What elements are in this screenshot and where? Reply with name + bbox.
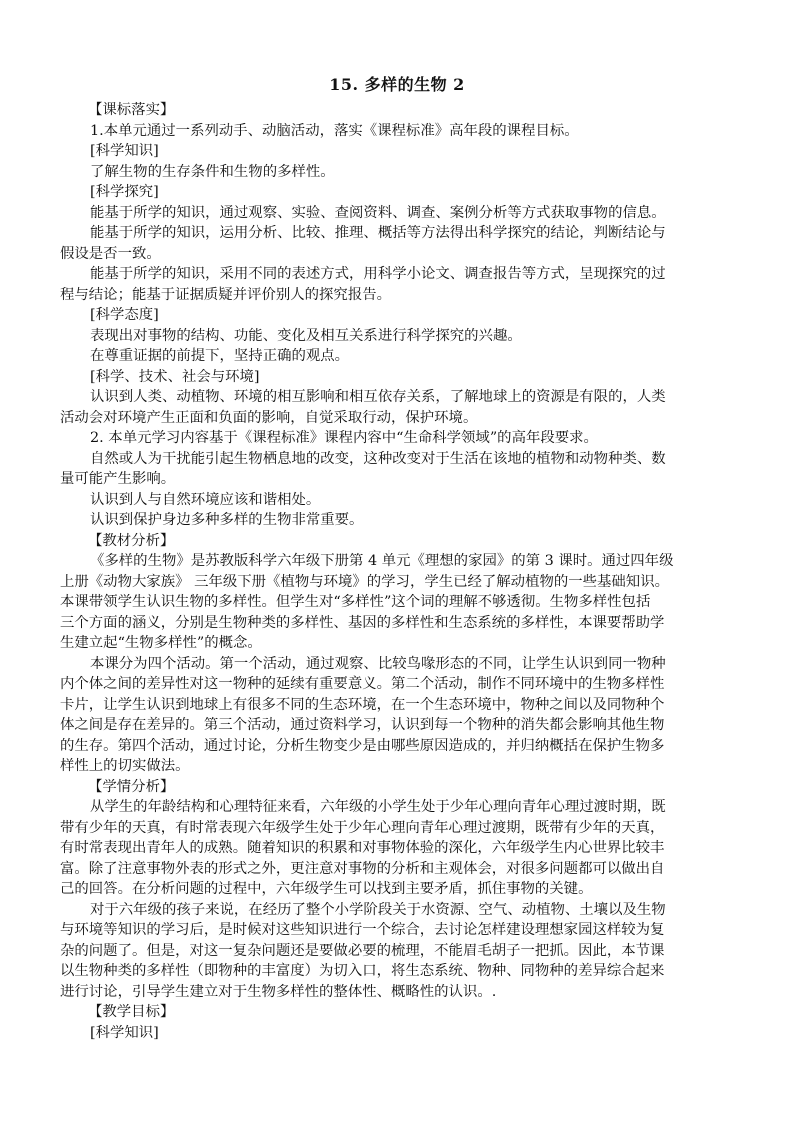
document-title: 15. 多样的生物 2 <box>329 75 465 94</box>
document-body <box>60 100 718 1043</box>
text-line: 卡片，让学生认识到地球上有很多不同的生态环境，在一个生态环境中，物种之间以及同物种个 <box>60 696 665 713</box>
text-line: 量可能产生影响。 <box>60 471 176 487</box>
subsection-label: [科学探究] <box>90 184 159 200</box>
text-line: 生建立起“生物多样性”的概念。 <box>60 635 262 651</box>
text-line: 进行讨论，引导学生建立对于生物多样性的整体性、概略性的认识。. <box>60 983 497 1000</box>
text-line: 《多样的生物》是苏教版科学六年级下册第 4 单元《理想的家园》的第 3 课时。通过四年级 <box>90 553 674 569</box>
subsection-label: [科学知识] <box>90 143 159 159</box>
text-line: 能基于所学的知识，通过观察、实验、查阅资料、调查、案例分析等方式获取事物的信息。 <box>90 204 666 221</box>
subsection-label: [科学、技术、社会与环境] <box>90 368 260 385</box>
text-line: 假设是否一致。 <box>60 245 161 262</box>
text-line: 三个方面的涵义，分别是生物种类的多样性、基因的多样性和生态系统的多样性，本课要帮助学 <box>60 614 665 631</box>
text-line: 内个体之间的差异性对这一物种的延续有重要意义。第二个活动，制作不同环境中的生物多样性 <box>60 676 665 692</box>
text-line: 本课带领学生认识生物的多样性。但学生对“多样性”这个词的理解不够透彻。生物多样性包括 <box>60 594 651 610</box>
text-line: 与环境等知识的学习后，是时候对这些知识进行一个综合，去讨论怎样建设理想家园这样较为复 <box>60 922 665 938</box>
text-line: 的生存。第四个活动，通过讨论，分析生物变少是由哪些原因造成的，并归纳概括在保护生物多 <box>60 737 665 754</box>
text-line: 从学生的年龄结构和心理特征来看，六年级的小学生处于少年心理向青年心理过渡时期，既 <box>90 799 666 815</box>
text-line: 认识到人类、动植物、环境的相互影响和相互依存关系，了解地球上的资源是有限的，人类 <box>90 389 666 405</box>
text-line: 1.本单元通过一系列动手、动脑活动，落实《课程标准》高年段的课程目标。 <box>90 122 579 139</box>
section-heading: 【教学目标】 <box>88 1004 175 1020</box>
text-line: 本课分为四个活动。第一个活动，通过观察、比较鸟喙形态的不同，让学生认识到同一物种 <box>90 655 666 672</box>
section-heading: 【教材分析】 <box>88 532 175 549</box>
text-line: 自然或人为干扰能引起生物栖息地的改变，这种改变对于生活在该地的植物和动物种类、数 <box>90 450 666 467</box>
section-heading: 【学情分析】 <box>88 778 175 795</box>
subsection-label: [科学态度] <box>90 307 159 323</box>
section-heading: 【课标落实】 <box>88 102 175 118</box>
text-line: 上册《动物大家族》 三年级下册《植物与环境》的学习，学生已经了解动植物的一些基础知识。 <box>60 573 669 590</box>
text-line: 活动会对环境产生正面和负面的影响，自觉采取行动，保护环境。 <box>60 409 478 426</box>
text-line: 体之间是存在差异的。第三个活动，通过资料学习，认识到每一个物种的消失都会影响其他生物 <box>60 717 665 733</box>
text-line: 样性上的切实做法。 <box>60 758 190 774</box>
text-line: 在尊重证据的前提下，坚持正确的观点。 <box>90 348 350 364</box>
text-line: 2. 本单元学习内容基于《课程标准》课程内容中“生命科学领域”的高年段要求。 <box>90 430 598 446</box>
text-line: 对于六年级的孩子来说，在经历了整个小学阶段关于水资源、空气、动植物、土壤以及生物 <box>90 901 666 918</box>
text-line: 富。除了注意事物外表的形式之外，更注意对事物的分析和主观体会，对很多问题都可以做出自 <box>60 860 665 877</box>
text-line: 带有少年的天真，有时常表现六年级学生处于少年心理向青年心理过渡期，既带有少年的天真， <box>60 819 665 836</box>
subsection-label: [科学知识] <box>90 1024 159 1041</box>
text-line: 能基于所学的知识，运用分析、比较、推理、概括等方法得出科学探究的结论，判断结论与 <box>90 225 666 241</box>
text-line: 表现出对事物的结构、功能、变化及相互关系进行科学探究的兴趣。 <box>90 327 522 344</box>
text-line: 了解生物的生存条件和生物的多样性。 <box>90 163 335 180</box>
text-line: 以生物种类的多样性（即物种的丰富度）为切入口，将生态系统、物种、同物种的差异综合起来 <box>60 963 665 979</box>
text-line: 杂的问题了。但是，对这一复杂问题还是要做必要的梳理，不能眉毛胡子一把抓。因此，本节课 <box>60 942 665 959</box>
text-line: 程与结论；能基于证据质疑并评价别人的探究报告。 <box>60 286 391 303</box>
text-line: 认识到保护身边多种多样的生物非常重要。 <box>90 512 364 528</box>
text-line: 认识到人与自然环境应该和谐相处。 <box>90 491 321 508</box>
text-line: 有时常表现出青年人的成熟。随着知识的积累和对事物体验的深化，六年级学生内心世界比较丰 <box>60 840 665 856</box>
text-line: 能基于所学的知识，采用不同的表述方式，用科学小论文、调查报告等方式，呈现探究的过 <box>90 266 666 282</box>
text-line: 己的回答。在分析问题的过程中，六年级学生可以找到主要矛盾，抓住事物的关键。 <box>60 881 593 897</box>
